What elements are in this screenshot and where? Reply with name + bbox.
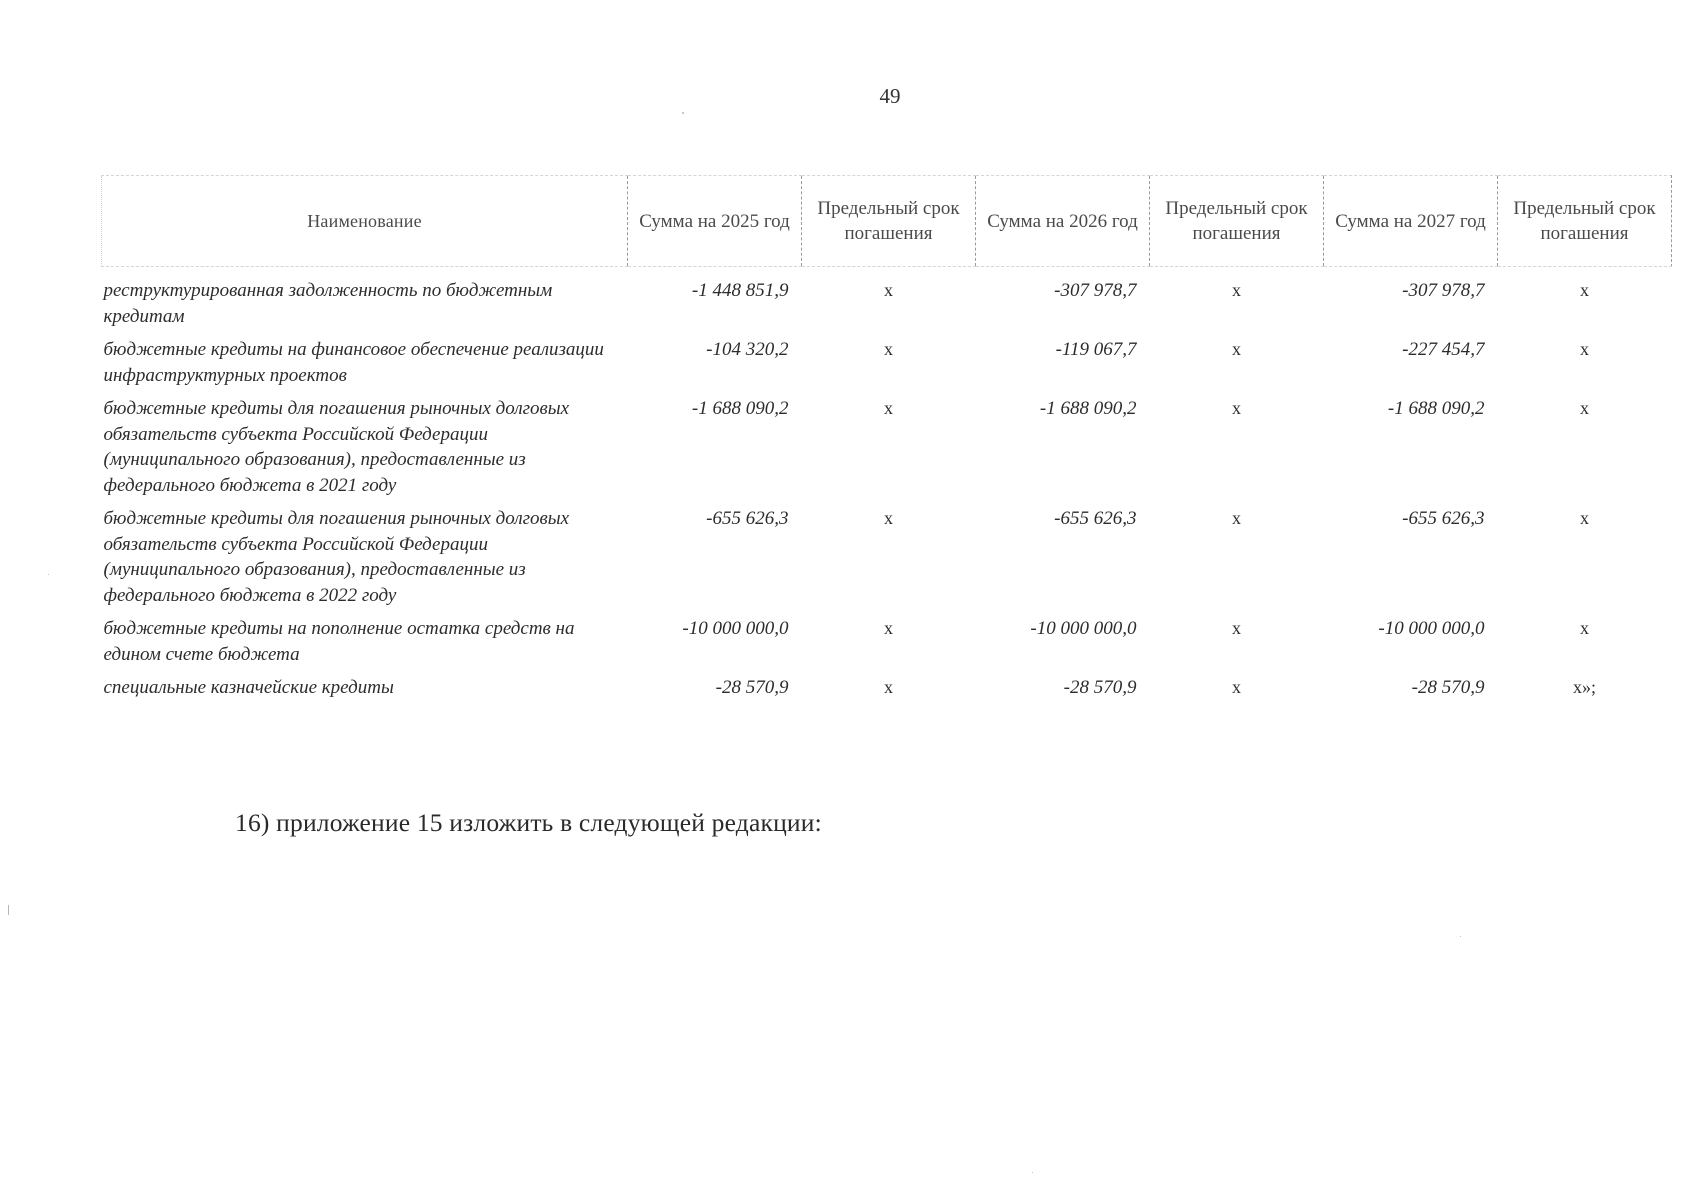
- row-deadline-2025: x: [884, 398, 893, 418]
- row-deadline-2027: x: [1580, 280, 1589, 300]
- row-sum-2025: -1 688 090,2: [691, 398, 789, 419]
- page-number: 49: [879, 84, 901, 108]
- row-name: бюджетные кредиты на финансовое обеспечение реализации инфраструктурных проектов: [103, 339, 604, 386]
- scan-speck: [1032, 1172, 1033, 1173]
- scan-speck: [682, 112, 684, 114]
- row-sum-2026: -28 570,9: [1063, 677, 1137, 698]
- row-deadline-2025: x: [884, 618, 893, 638]
- row-sum-2026: -119 067,7: [1055, 339, 1137, 360]
- row-deadline-2026: x: [1232, 618, 1241, 638]
- table-row: [102, 675, 1672, 701]
- table-row: [102, 506, 1672, 616]
- row-sum-2026: -307 978,7: [1054, 280, 1137, 301]
- row-sum-2025: -655 626,3: [706, 508, 789, 529]
- row-deadline-2026: x: [1232, 280, 1241, 300]
- row-deadline-2025: x: [884, 339, 893, 359]
- row-name: бюджетные кредиты для погашения рыночных долговых обязательств субъекта Российской Федерации (муниципального образования), предоставленные из федерального бюджета в 2021 году: [103, 398, 570, 496]
- header-row: [102, 176, 1672, 267]
- header-deadline-2026: Предельный срок погашения: [1150, 176, 1324, 267]
- table-row: [102, 337, 1672, 396]
- row-deadline-2027: x: [1580, 339, 1589, 359]
- row-sum-2026: -10 000 000,0: [1030, 618, 1137, 639]
- header-name: Наименование: [102, 176, 628, 267]
- scan-speck: [1460, 936, 1461, 937]
- table-body: [102, 267, 1672, 701]
- row-deadline-2025: x: [884, 280, 893, 300]
- row-name: бюджетные кредиты на пополнение остатка средств на едином счете бюджета: [103, 618, 575, 665]
- header-sum-2026: Сумма на 2026 год: [976, 176, 1150, 267]
- budget-credits-table: [101, 175, 1672, 701]
- row-deadline-2027: x: [1580, 398, 1589, 418]
- table-row: [102, 396, 1672, 506]
- row-sum-2027: -1 688 090,2: [1387, 398, 1485, 419]
- table-header: [102, 176, 1672, 267]
- row-deadline-2026: x: [1232, 398, 1241, 418]
- row-sum-2025: -10 000 000,0: [682, 618, 789, 639]
- row-deadline-2026: x: [1232, 677, 1241, 697]
- row-sum-2027: -227 454,7: [1402, 339, 1485, 360]
- row-deadline-2025: x: [884, 508, 893, 528]
- row-sum-2027: -307 978,7: [1402, 280, 1485, 301]
- row-deadline-2027: x»;: [1572, 677, 1596, 697]
- row-deadline-2027: x: [1580, 508, 1589, 528]
- header-deadline-2027: Предельный срок погашения: [1498, 176, 1672, 267]
- row-sum-2025: -104 320,2: [706, 339, 789, 360]
- amendment-instruction: 16) приложение 15 изложить в следующей редакции:: [235, 808, 822, 837]
- table-row: [102, 616, 1672, 675]
- row-name: реструктурированная задолженность по бюджетным кредитам: [103, 280, 553, 327]
- scan-speck: [48, 574, 49, 575]
- row-sum-2026: -1 688 090,2: [1039, 398, 1137, 419]
- row-sum-2027: -655 626,3: [1402, 508, 1485, 529]
- header-sum-2027: Сумма на 2027 год: [1324, 176, 1498, 267]
- row-sum-2025: -28 570,9: [715, 677, 789, 698]
- row-sum-2026: -655 626,3: [1054, 508, 1137, 529]
- row-deadline-2027: x: [1580, 618, 1589, 638]
- row-deadline-2025: x: [884, 677, 893, 697]
- row-sum-2025: -1 448 851,9: [691, 280, 789, 301]
- row-name: бюджетные кредиты для погашения рыночных долговых обязательств субъекта Российской Федерации (муниципального образования), предоставленные из федерального бюджета в 2022 году: [103, 508, 570, 606]
- header-deadline-2025: Предельный срок погашения: [802, 176, 976, 267]
- scan-speck: [8, 905, 9, 915]
- row-deadline-2026: x: [1232, 339, 1241, 359]
- header-sum-2025: Сумма на 2025 год: [628, 176, 802, 267]
- row-sum-2027: -10 000 000,0: [1378, 618, 1485, 639]
- table-row: [102, 267, 1672, 338]
- row-sum-2027: -28 570,9: [1411, 677, 1485, 698]
- row-deadline-2026: x: [1232, 508, 1241, 528]
- row-name: специальные казначейские кредиты: [103, 677, 394, 698]
